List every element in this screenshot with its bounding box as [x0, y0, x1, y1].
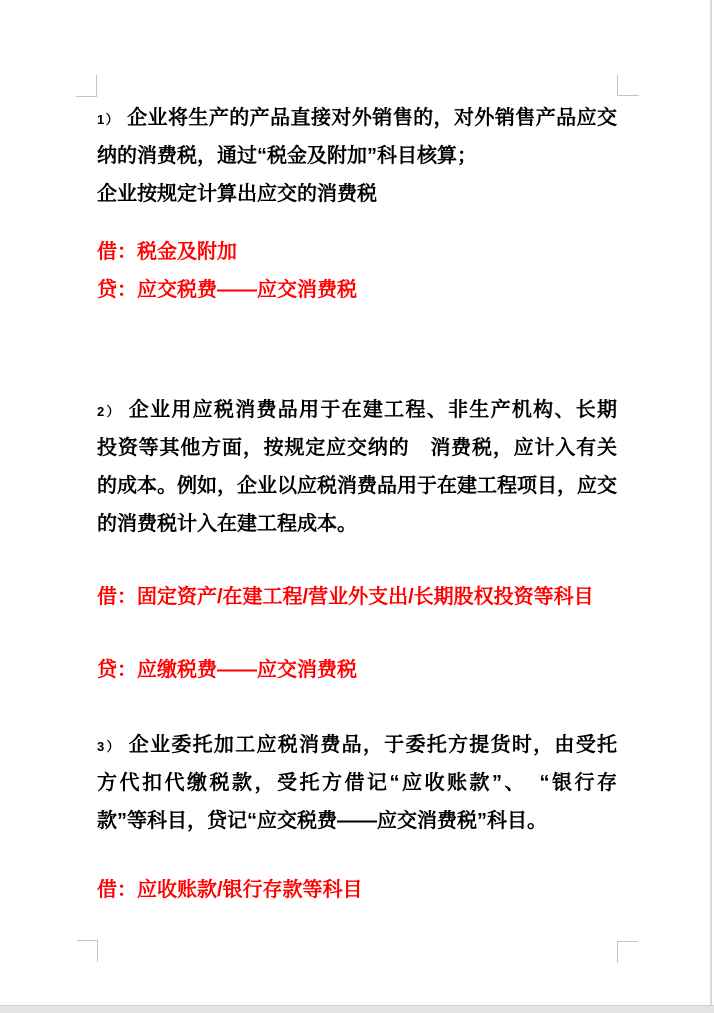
journal-entry-1-credit: 贷：应交税费——应交消费税	[97, 279, 357, 301]
list-marker-1: 1）	[97, 112, 121, 127]
margin-mark-bottom-left-icon	[77, 940, 98, 962]
paragraph-2-line-3: 的成本。例如，企业以应税消费品用于在建工程项目，应交	[97, 475, 617, 497]
paragraph-3-line-2: 方代扣代缴税款，受托方借记“应收账款”、 “银行存	[97, 772, 617, 794]
list-marker-3: 3）	[97, 739, 122, 754]
journal-entry-2-debit: 借：固定资产/在建工程/营业外支出/长期股权投资等科目	[97, 586, 594, 608]
paragraph-1-text-1: 企业将生产的产品直接对外销售的，对外销售产品应交	[127, 107, 617, 129]
journal-entry-1	[97, 233, 617, 309]
journal-entry-3-debit: 借：应收账款/银行存款等科目	[97, 879, 363, 901]
list-marker-2: 2）	[97, 404, 122, 419]
paragraph-1-line-2: 纳的消费税，通过“税金及附加”科目核算；	[97, 145, 477, 167]
paragraph-2-line-1	[97, 391, 617, 429]
paragraph-3-text-1: 企业委托加工应税消费品，于委托方提货时，由受托	[128, 734, 617, 756]
journal-entry-2-debit-row	[97, 578, 617, 616]
margin-mark-top-left-icon	[76, 75, 97, 97]
paragraph-2-line-2: 投资等其他方面，按规定应交纳的 消费税，应计入有关	[97, 437, 617, 459]
paragraph-3-line-1	[97, 726, 617, 764]
paragraph-2-line-4: 的消费税计入在建工程成本。	[97, 513, 357, 535]
journal-entry-1-debit: 借：税金及附加	[97, 241, 237, 263]
page-bottom-edge	[0, 1005, 714, 1013]
paragraph-1-line-1	[97, 99, 617, 137]
journal-entry-2-credit: 贷：应缴税费——应交消费税	[97, 659, 357, 681]
margin-mark-top-right-icon	[617, 75, 639, 96]
paragraph-3-line-3: 款”等科目，贷记“应交税费——应交消费税”科目。	[97, 810, 547, 832]
journal-entry-2-credit-row	[97, 651, 617, 689]
page-right-edge	[710, 0, 712, 1005]
paragraph-1	[97, 99, 617, 213]
paragraph-3	[97, 726, 617, 840]
journal-entry-3-debit-row	[97, 871, 617, 909]
paragraph-1-line-3: 企业按规定计算出应交的消费税	[97, 183, 377, 205]
paragraph-2-text-1: 企业用应税消费品用于在建工程、非生产机构、长期	[128, 399, 617, 421]
paragraph-2	[97, 391, 617, 543]
margin-mark-bottom-right-icon	[617, 941, 638, 963]
